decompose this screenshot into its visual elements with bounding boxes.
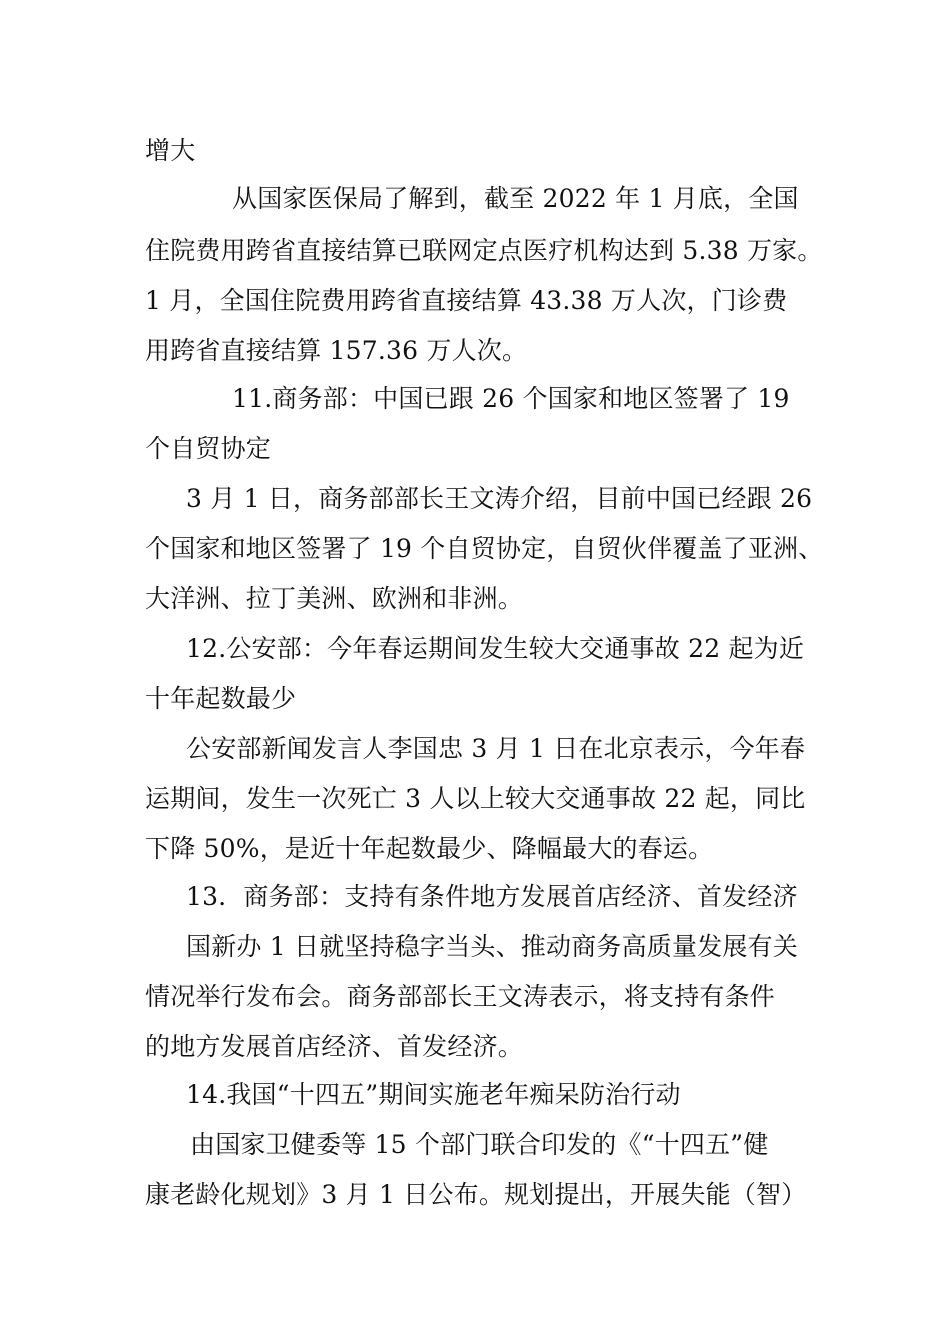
section-heading-line: 个自贸协定 <box>145 434 272 463</box>
paragraph-line: 由国家卫健委等 15 个部门联合印发的《“十四五”健 <box>190 1130 769 1159</box>
paragraph-line: 情况举行发布会。商务部部长王文涛表示，将支持有条件 <box>145 982 776 1011</box>
paragraph-line: 运期间，发生一次死亡 3 人以上较大交通事故 22 起，同比 <box>145 784 806 813</box>
paragraph-line: 国新办 1 日就坚持稳字当头、推动商务高质量发展有关 <box>186 932 799 961</box>
section-heading-line: 13．商务部：支持有条件地方发展首店经济、首发经济 <box>186 882 798 911</box>
text-line: 增大 <box>145 136 196 165</box>
paragraph-line: 住院费用跨省直接结算已联网定点医疗机构达到 5.38 万家。 <box>145 236 823 265</box>
paragraph-line: 3 月 1 日，商务部部长王文涛介绍，目前中国已经跟 26 <box>186 484 813 513</box>
paragraph-line: 的地方发展首店经济、首发经济。 <box>145 1032 524 1061</box>
paragraph-line: 下降 50%，是近十年起数最少、降幅最大的春运。 <box>145 834 714 863</box>
paragraph-line: 公安部新闻发言人李国忠 3 月 1 日在北京表示，今年春 <box>186 734 806 763</box>
paragraph-line: 1 月，全国住院费用跨省直接结算 43.38 万人次，门诊费 <box>145 286 788 315</box>
paragraph-line: 用跨省直接结算 157.36 万人次。 <box>145 336 528 365</box>
paragraph-line: 康老龄化规划》3 月 1 日公布。规划提出，开展失能（智） <box>145 1180 807 1209</box>
section-heading-line: 14.我国“十四五”期间实施老年痴呆防治行动 <box>186 1080 681 1109</box>
section-heading-line: 十年起数最少 <box>145 684 297 713</box>
paragraph-line: 大洋洲、拉丁美洲、欧洲和非洲。 <box>145 584 524 613</box>
section-heading-line: 11.商务部：中国已跟 26 个国家和地区签署了 19 <box>232 384 790 413</box>
paragraph-line: 从国家医保局了解到，截至 2022 年 1 月底，全国 <box>232 184 799 213</box>
section-heading-line: 12.公安部：今年春运期间发生较大交通事故 22 起为近 <box>186 634 805 663</box>
paragraph-line: 个国家和地区签署了 19 个自贸协定，自贸伙伴覆盖了亚洲、 <box>145 534 824 563</box>
